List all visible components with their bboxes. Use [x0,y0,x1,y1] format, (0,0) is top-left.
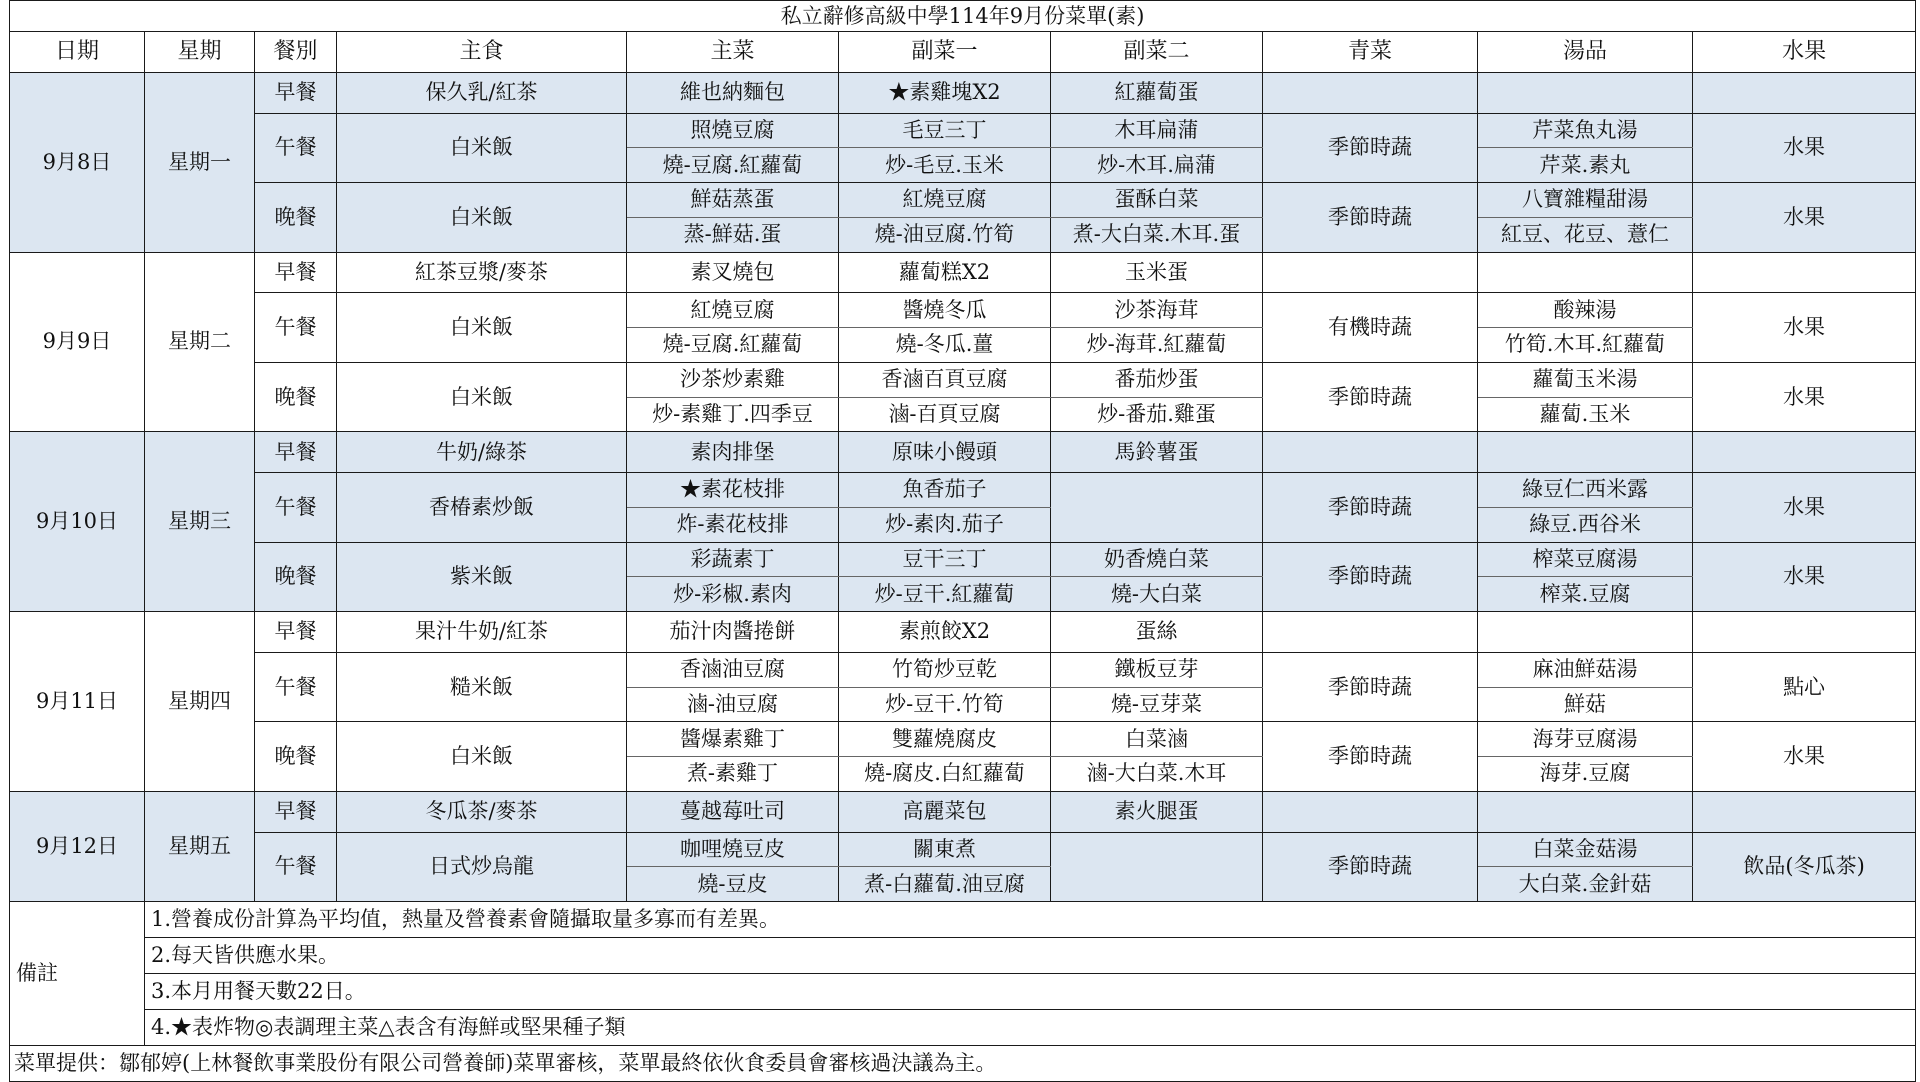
side-dish-1-ingredients: 燒-冬瓜.薑 [839,328,1051,363]
soup-ingredients: 榨菜.豆腐 [1478,577,1693,612]
main-dish: 沙茶炒素雞 [627,362,839,397]
side-dish-1: 魚香茄子 [839,473,1051,508]
side-dish-1-ingredients: 滷-百頁豆腐 [839,397,1051,432]
fruit-cell: 水果 [1693,722,1916,792]
fruit-cell: 點心 [1693,652,1916,722]
soup-cell: 蘿蔔玉米湯 [1478,362,1693,397]
fruit-cell [1693,432,1916,473]
soup-cell: 海芽豆腐湯 [1478,722,1693,757]
staple-cell: 香椿素炒飯 [337,473,627,543]
main-dish: ★素花枝排 [627,473,839,508]
meal-label: 午餐 [255,652,337,722]
main-dish-ingredients: 燒-豆皮 [627,867,839,902]
side-dish-2-ingredients: 炒-木耳.扁蒲 [1051,148,1263,183]
side-dish-1: 香滷百頁豆腐 [839,362,1051,397]
staple-cell: 冬瓜茶/麥茶 [337,791,627,832]
main-dish: 香滷油豆腐 [627,652,839,687]
side-dish-1-ingredients: 炒-豆干.竹筍 [839,687,1051,722]
side-dish-1: 毛豆三丁 [839,113,1051,148]
weekday-cell: 星期四 [145,612,255,792]
main-dish: 茄汁肉醬捲餅 [627,612,839,653]
side-dish-1: 原味小饅頭 [839,432,1051,473]
staple-cell: 保久乳/紅茶 [337,72,627,113]
side-dish-2: 沙茶海茸 [1051,293,1263,328]
meal-label: 早餐 [255,791,337,832]
date-cell: 9月11日 [10,612,145,792]
side-dish-1: 雙蘿燒腐皮 [839,722,1051,757]
menu-table [9,0,1916,1082]
menu-title: 私立辭修高級中學114年9月份菜單(素) [10,1,1916,32]
side-dish-1: 關東煮 [839,832,1051,867]
soup-cell: 酸辣湯 [1478,293,1693,328]
note-item: 3.本月用餐天數22日。 [145,973,1916,1009]
staple-cell: 果汁牛奶/紅茶 [337,612,627,653]
side-dish-1-ingredients: 炒-豆干.紅蘿蔔 [839,577,1051,612]
meal-label: 午餐 [255,293,337,363]
meal-label: 晚餐 [255,542,337,612]
vegetable-cell: 有機時蔬 [1263,293,1478,363]
meal-label: 早餐 [255,432,337,473]
side-dish-1-ingredients: 炒-毛豆.玉米 [839,148,1051,183]
fruit-cell: 水果 [1693,183,1916,253]
side-dish-1-ingredients: 煮-白蘿蔔.油豆腐 [839,867,1051,902]
column-header: 副菜二 [1051,32,1263,73]
side-dish-1-ingredients: 燒-油豆腐.竹筍 [839,217,1051,252]
side-dish-1-ingredients: 燒-腐皮.白紅蘿蔔 [839,757,1051,792]
note-item: 2.每天皆供應水果。 [145,938,1916,974]
vegetable-cell [1263,72,1478,113]
side-dish-2: 馬鈴薯蛋 [1051,432,1263,473]
column-header: 星期 [145,32,255,73]
soup-cell [1478,791,1693,832]
side-dish-1: 蘿蔔糕X2 [839,252,1051,293]
column-header: 青菜 [1263,32,1478,73]
main-dish: 維也納麵包 [627,72,839,113]
vegetable-cell: 季節時蔬 [1263,542,1478,612]
column-header: 主菜 [627,32,839,73]
vegetable-cell [1263,432,1478,473]
staple-cell: 紫米飯 [337,542,627,612]
side-dish-2-ingredients: 燒-大白菜 [1051,577,1263,612]
soup-cell: 麻油鮮菇湯 [1478,652,1693,687]
soup-cell: 綠豆仁西米露 [1478,473,1693,508]
side-dish-2: 蛋絲 [1051,612,1263,653]
side-dish-2: 木耳扁蒲 [1051,113,1263,148]
date-cell: 9月12日 [10,791,145,901]
soup-cell: 榨菜豆腐湯 [1478,542,1693,577]
side-dish-2: 奶香燒白菜 [1051,542,1263,577]
meal-label: 午餐 [255,832,337,902]
menu-footer: 菜單提供：鄒郁婷(上林餐飲事業股份有限公司營養師)菜單審核，菜單最終依伙食委員會審核過決議為主。 [10,1045,1916,1081]
vegetable-cell: 季節時蔬 [1263,473,1478,543]
fruit-cell [1693,252,1916,293]
vegetable-cell: 季節時蔬 [1263,183,1478,253]
meal-label: 晚餐 [255,183,337,253]
main-dish: 蔓越莓吐司 [627,791,839,832]
staple-cell: 糙米飯 [337,652,627,722]
side-dish-2: 白菜滷 [1051,722,1263,757]
soup-ingredients: 蘿蔔.玉米 [1478,397,1693,432]
main-dish-ingredients: 煮-素雞丁 [627,757,839,792]
soup-cell: 芹菜魚丸湯 [1478,113,1693,148]
side-dish-2 [1051,832,1263,902]
side-dish-2 [1051,473,1263,543]
side-dish-2: 番茄炒蛋 [1051,362,1263,397]
side-dish-1: 豆干三丁 [839,542,1051,577]
side-dish-1: 高麗菜包 [839,791,1051,832]
side-dish-1: 紅燒豆腐 [839,183,1051,218]
soup-cell: 白菜金菇湯 [1478,832,1693,867]
column-header: 副菜一 [839,32,1051,73]
staple-cell: 日式炒烏龍 [337,832,627,902]
side-dish-1: 素煎餃X2 [839,612,1051,653]
fruit-cell: 水果 [1693,362,1916,432]
side-dish-1-ingredients: 炒-素肉.茄子 [839,507,1051,542]
vegetable-cell: 季節時蔬 [1263,722,1478,792]
column-header: 水果 [1693,32,1916,73]
soup-cell [1478,252,1693,293]
main-dish: 素叉燒包 [627,252,839,293]
fruit-cell: 水果 [1693,542,1916,612]
main-dish-ingredients: 炒-彩椒.素肉 [627,577,839,612]
meal-label: 晚餐 [255,362,337,432]
staple-cell: 白米飯 [337,293,627,363]
main-dish-ingredients: 燒-豆腐.紅蘿蔔 [627,148,839,183]
soup-cell: 八寶雜糧甜湯 [1478,183,1693,218]
side-dish-2: 蛋酥白菜 [1051,183,1263,218]
side-dish-2-ingredients: 燒-豆芽菜 [1051,687,1263,722]
side-dish-2-ingredients: 煮-大白菜.木耳.蛋 [1051,217,1263,252]
vegetable-cell: 季節時蔬 [1263,362,1478,432]
column-header: 餐別 [255,32,337,73]
soup-cell [1478,72,1693,113]
main-dish: 紅燒豆腐 [627,293,839,328]
side-dish-2-ingredients: 炒-番茄.雞蛋 [1051,397,1263,432]
staple-cell: 白米飯 [337,183,627,253]
fruit-cell: 飲品(冬瓜茶) [1693,832,1916,902]
soup-ingredients: 竹筍.木耳.紅蘿蔔 [1478,328,1693,363]
staple-cell: 白米飯 [337,362,627,432]
main-dish-ingredients: 滷-油豆腐 [627,687,839,722]
side-dish-2-ingredients: 炒-海茸.紅蘿蔔 [1051,328,1263,363]
side-dish-1: 竹筍炒豆乾 [839,652,1051,687]
main-dish: 咖哩燒豆皮 [627,832,839,867]
date-cell: 9月9日 [10,252,145,432]
side-dish-1: 醬燒冬瓜 [839,293,1051,328]
weekday-cell: 星期一 [145,72,255,252]
fruit-cell: 水果 [1693,473,1916,543]
side-dish-1: ★素雞塊X2 [839,72,1051,113]
weekday-cell: 星期三 [145,432,255,612]
date-cell: 9月10日 [10,432,145,612]
soup-ingredients: 芹菜.素丸 [1478,148,1693,183]
side-dish-2: 紅蘿蔔蛋 [1051,72,1263,113]
staple-cell: 白米飯 [337,722,627,792]
notes-label: 備註 [10,902,145,1046]
date-cell: 9月8日 [10,72,145,252]
vegetable-cell [1263,791,1478,832]
meal-label: 午餐 [255,113,337,183]
meal-label: 早餐 [255,612,337,653]
main-dish: 素肉排堡 [627,432,839,473]
fruit-cell [1693,612,1916,653]
note-item: 4.★表炸物◎表調理主菜△表含有海鮮或堅果種子類 [145,1009,1916,1045]
vegetable-cell: 季節時蔬 [1263,652,1478,722]
column-header: 主食 [337,32,627,73]
soup-cell [1478,432,1693,473]
main-dish-ingredients: 炸-素花枝排 [627,507,839,542]
side-dish-2: 素火腿蛋 [1051,791,1263,832]
vegetable-cell: 季節時蔬 [1263,832,1478,902]
fruit-cell: 水果 [1693,293,1916,363]
staple-cell: 白米飯 [337,113,627,183]
soup-ingredients: 綠豆.西谷米 [1478,507,1693,542]
weekday-cell: 星期二 [145,252,255,432]
vegetable-cell: 季節時蔬 [1263,113,1478,183]
fruit-cell [1693,72,1916,113]
weekday-cell: 星期五 [145,791,255,901]
meal-label: 早餐 [255,72,337,113]
meal-label: 午餐 [255,473,337,543]
main-dish-ingredients: 燒-豆腐.紅蘿蔔 [627,328,839,363]
side-dish-2-ingredients: 滷-大白菜.木耳 [1051,757,1263,792]
note-item: 1.營養成份計算為平均值，熱量及營養素會隨攝取量多寡而有差異。 [145,902,1916,938]
meal-label: 早餐 [255,252,337,293]
main-dish: 彩蔬素丁 [627,542,839,577]
side-dish-2: 玉米蛋 [1051,252,1263,293]
soup-ingredients: 紅豆、花豆、薏仁 [1478,217,1693,252]
soup-cell [1478,612,1693,653]
fruit-cell: 水果 [1693,113,1916,183]
fruit-cell [1693,791,1916,832]
column-header: 日期 [10,32,145,73]
soup-ingredients: 海芽.豆腐 [1478,757,1693,792]
main-dish: 照燒豆腐 [627,113,839,148]
main-dish: 醬爆素雞丁 [627,722,839,757]
staple-cell: 紅茶豆漿/麥茶 [337,252,627,293]
meal-label: 晚餐 [255,722,337,792]
staple-cell: 牛奶/綠茶 [337,432,627,473]
main-dish: 鮮菇蒸蛋 [627,183,839,218]
main-dish-ingredients: 炒-素雞丁.四季豆 [627,397,839,432]
soup-ingredients: 大白菜.金針菇 [1478,867,1693,902]
soup-ingredients: 鮮菇 [1478,687,1693,722]
main-dish-ingredients: 蒸-鮮菇.蛋 [627,217,839,252]
vegetable-cell [1263,612,1478,653]
vegetable-cell [1263,252,1478,293]
column-header: 湯品 [1478,32,1693,73]
side-dish-2: 鐵板豆芽 [1051,652,1263,687]
